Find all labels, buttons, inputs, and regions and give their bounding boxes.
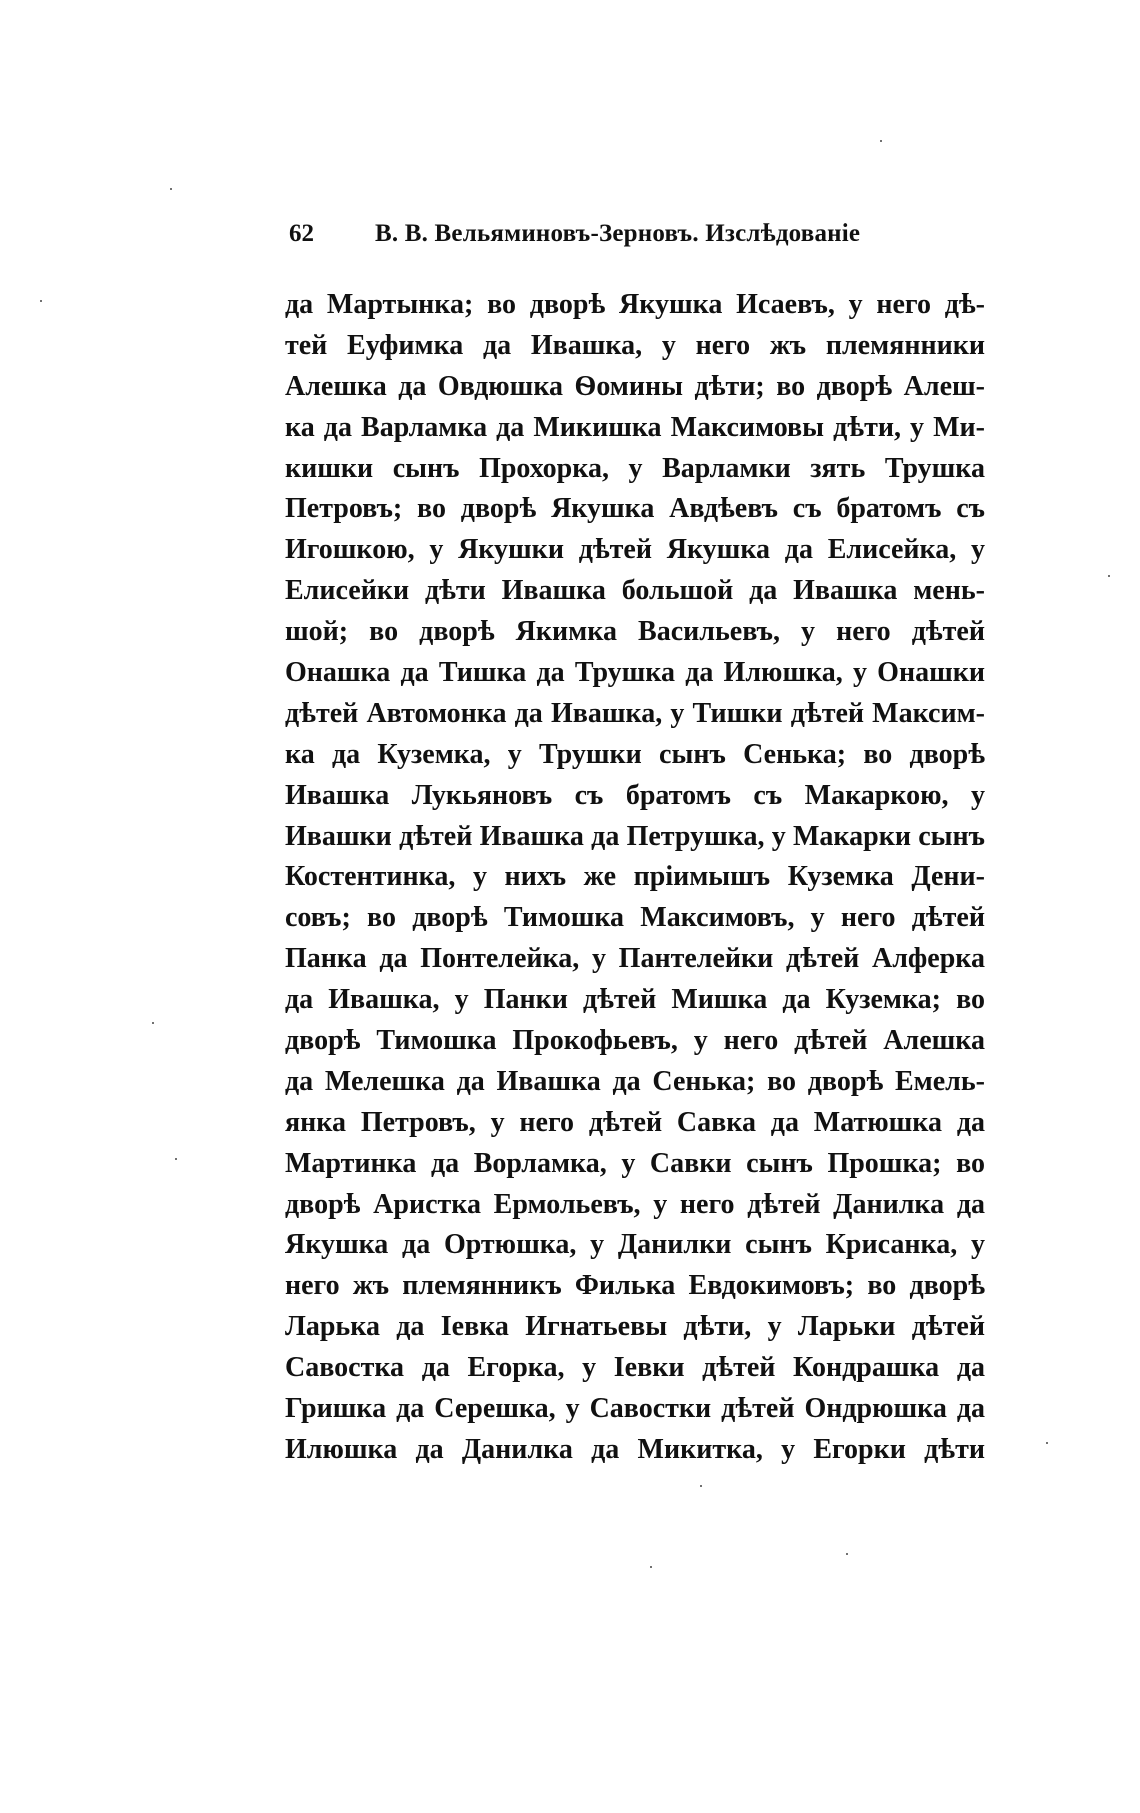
text-line: Гришка да Серешка, у Савостки дѣтей Ондрюшка да	[285, 1393, 985, 1425]
scan-speck	[170, 188, 172, 190]
text-line: ка да Куземка, у Трушки сынъ Сенька; во дворѣ	[285, 738, 985, 770]
text-line: дворѣ Тимошка Прокофьевъ, у него дѣтей Алешка	[285, 1025, 985, 1057]
scan-speck	[175, 1158, 177, 1160]
scan-speck	[40, 300, 42, 302]
text-line: него жъ племянникъ Филька Евдокимовъ; во дворѣ	[285, 1270, 985, 1302]
text-line: Якушка да Ортюшка, у Данилки сынъ Крисанка, у	[285, 1229, 985, 1261]
text-line: Костентинка, у нихъ же пріимышъ Куземка Дени-	[285, 861, 985, 893]
scan-speck	[846, 1553, 848, 1555]
text-line: да Мартынка; во дворѣ Якушка Исаевъ, у него дѣ-	[285, 289, 985, 320]
running-head	[289, 214, 979, 254]
text-line: совъ; во дворѣ Тимошка Максимовъ, у него дѣтей	[285, 902, 985, 934]
text-line: Мартинка да Ворламка, у Савки сынъ Прошка; во	[285, 1147, 985, 1179]
body-text	[285, 285, 985, 1471]
text-line: Онашка да Тишка да Трушка да Илюшка, у Онашки	[285, 657, 985, 689]
text-line: шой; во дворѣ Якимка Васильевъ, у него дѣтей	[285, 616, 985, 648]
text-line: Савостка да Егорка, у Іевки дѣтей Кондрашка да	[285, 1352, 985, 1384]
text-line: Ивашки дѣтей Ивашка да Петрушка, у Макарки сынъ	[285, 820, 985, 852]
text-line: дворѣ Аристка Ермольевъ, у него дѣтей Данилка да	[285, 1188, 985, 1220]
text-line: Панка да Понтелейка, у Пантелейки дѣтей Алферка	[285, 943, 985, 975]
text-line: кишки сынъ Прохорка, у Варламки зять Трушка	[285, 452, 985, 484]
text-line: Елисейки дѣти Ивашка большой да Ивашка мень-	[285, 575, 985, 607]
text-line: Алешка да Овдюшка Ѳомины дѣти; во дворѣ Алеш-	[285, 370, 985, 402]
text-line: да Ивашка, у Панки дѣтей Мишка да Куземка; во	[285, 984, 985, 1016]
running-title: В. В. Вельяминовъ-Зерновъ. Изслѣдованіе	[375, 220, 861, 247]
text-line: дѣтей Автомонка да Ивашка, у Тишки дѣтей Максим-	[285, 697, 985, 729]
text-line: янка Петровъ, у него дѣтей Савка да Матюшка да	[285, 1106, 985, 1138]
scan-speck	[1108, 575, 1110, 577]
scan-speck	[700, 1485, 702, 1487]
scan-speck	[152, 1022, 154, 1024]
text-line: Илюшка да Данилка да Микитка, у Егорки дѣти	[285, 1433, 985, 1465]
scan-speck	[650, 1566, 652, 1568]
text-line: Игошкою, у Якушки дѣтей Якушка да Елисейка, у	[285, 534, 985, 566]
text-line: Ларька да Іевка Игнатьевы дѣти, у Ларьки дѣтей	[285, 1311, 985, 1343]
text-line: тей Еуфимка да Ивашка, у него жъ племянники	[285, 329, 985, 361]
text-line: Ивашка Лукьяновъ съ братомъ съ Макаркою, у	[285, 779, 985, 811]
page-number: 62	[289, 220, 314, 247]
scan-speck	[880, 140, 882, 142]
scan-speck	[1046, 1442, 1048, 1444]
text-line: ка да Варламка да Микишка Максимовы дѣти, у Ми-	[285, 411, 985, 443]
text-line: да Мелешка да Ивашка да Сенька; во дворѣ Емель-	[285, 1065, 985, 1097]
text-line: Петровъ; во дворѣ Якушка Авдѣевъ съ братомъ съ	[285, 493, 985, 525]
